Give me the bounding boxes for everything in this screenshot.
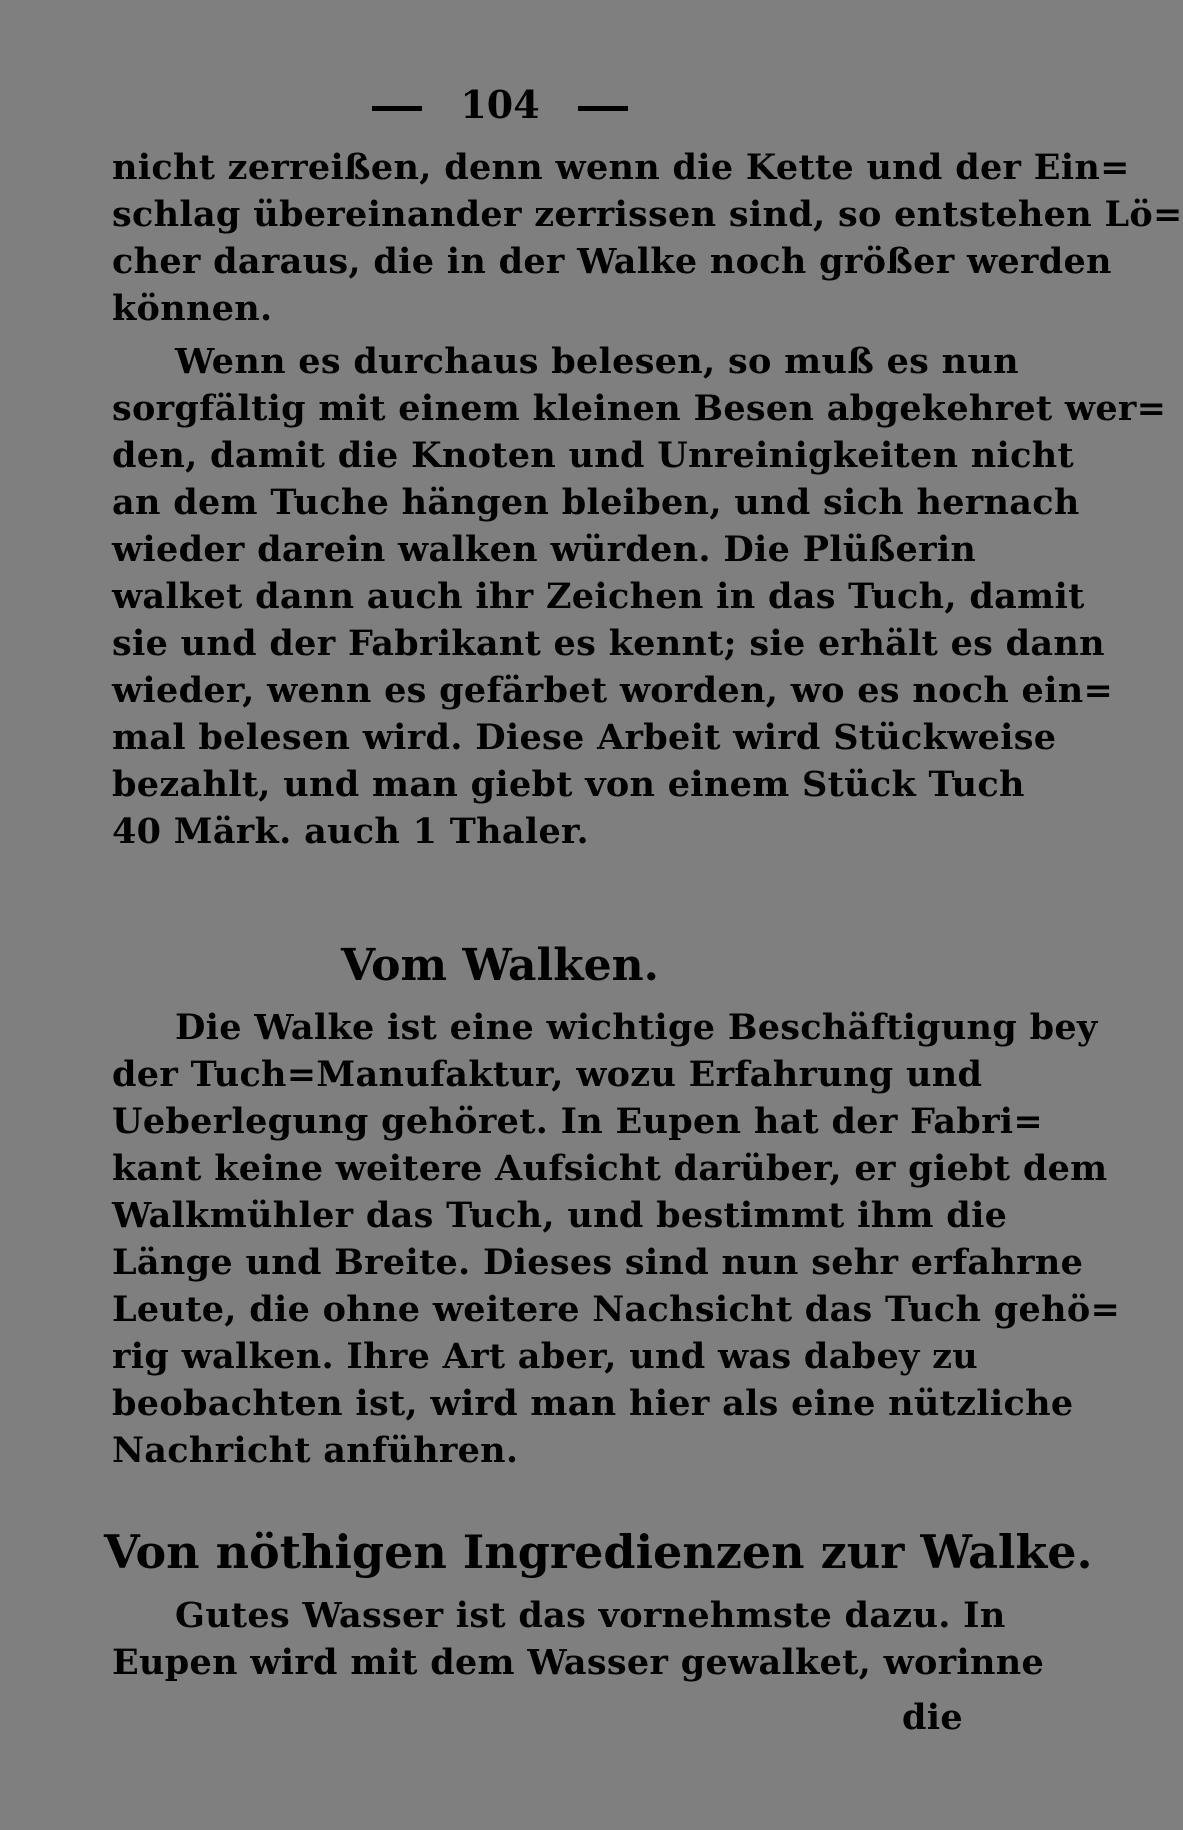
- header-dash-right: [578, 106, 628, 111]
- text-line: schlag übereinander zerrissen sind, so entstehen Lö=: [112, 194, 1183, 235]
- text-line: walket dann auch ihr Zeichen in das Tuch, damit: [112, 576, 1085, 617]
- header-dash-left: [372, 106, 422, 111]
- text-line: den, damit die Knoten und Unreinigkeiten nicht: [112, 435, 1074, 476]
- text-line: an dem Tuche hängen bleiben, und sich hernach: [112, 482, 1080, 523]
- text-line: beobachten ist, wird man hier als eine nützliche: [112, 1383, 1074, 1424]
- text-line: Leute, die ohne weitere Nachsicht das Tuch gehö=: [112, 1289, 1121, 1330]
- page-header: [0, 82, 1000, 127]
- text-line: 40 Märk. auch 1 Thaler.: [112, 811, 590, 852]
- text-line: wieder, wenn es gefärbet worden, wo es noch ein=: [112, 670, 1114, 711]
- text-line: rig walken. Ihre Art aber, und was dabey zu: [112, 1336, 979, 1377]
- text-line: bezahlt, und man giebt von einem Stück Tuch: [112, 764, 1025, 805]
- text-line: können.: [112, 288, 273, 329]
- text-line: sorgfältig mit einem kleinen Besen abgekehret wer=: [112, 388, 1167, 429]
- text-line: mal belesen wird. Diese Arbeit wird Stückweise: [112, 717, 1057, 758]
- text-line: Eupen wird mit dem Wasser gewalket, worinne: [112, 1642, 1045, 1683]
- page-number: 104: [460, 82, 540, 127]
- text-line: Die Walke ist eine wichtige Beschäftigung bey: [175, 1007, 1098, 1048]
- text-line: nicht zerreißen, denn wenn die Kette und der Ein=: [112, 147, 1130, 188]
- text-line: der Tuch=Manufaktur, wozu Erfahrung und: [112, 1054, 983, 1095]
- text-line: Nachricht anführen.: [112, 1430, 519, 1471]
- text-line: Länge und Breite. Dieses sind nun sehr erfahrne: [112, 1242, 1084, 1283]
- text-line: sie und der Fabrikant es kennt; sie erhält es dann: [112, 623, 1105, 664]
- text-line: Walkmühler das Tuch, und bestimmt ihm die: [112, 1195, 1008, 1236]
- text-line: cher daraus, die in der Walke noch größer werden: [112, 241, 1112, 282]
- catchword: die: [902, 1697, 963, 1738]
- text-line: wieder darein walken würden. Die Plüßerin: [112, 529, 977, 570]
- text-line: Wenn es durchaus belesen, so muß es nun: [175, 341, 1019, 382]
- text-line: kant keine weitere Aufsicht darüber, er giebt dem: [112, 1148, 1108, 1189]
- text-line: Ueberlegung gehöret. In Eupen hat der Fabri=: [112, 1101, 1044, 1142]
- section-heading: Vom Walken.: [341, 940, 659, 991]
- section-heading: Von nöthigen Ingredienzen zur Walke.: [104, 1525, 1093, 1579]
- text-line: Gutes Wasser ist das vornehmste dazu. In: [175, 1595, 1006, 1636]
